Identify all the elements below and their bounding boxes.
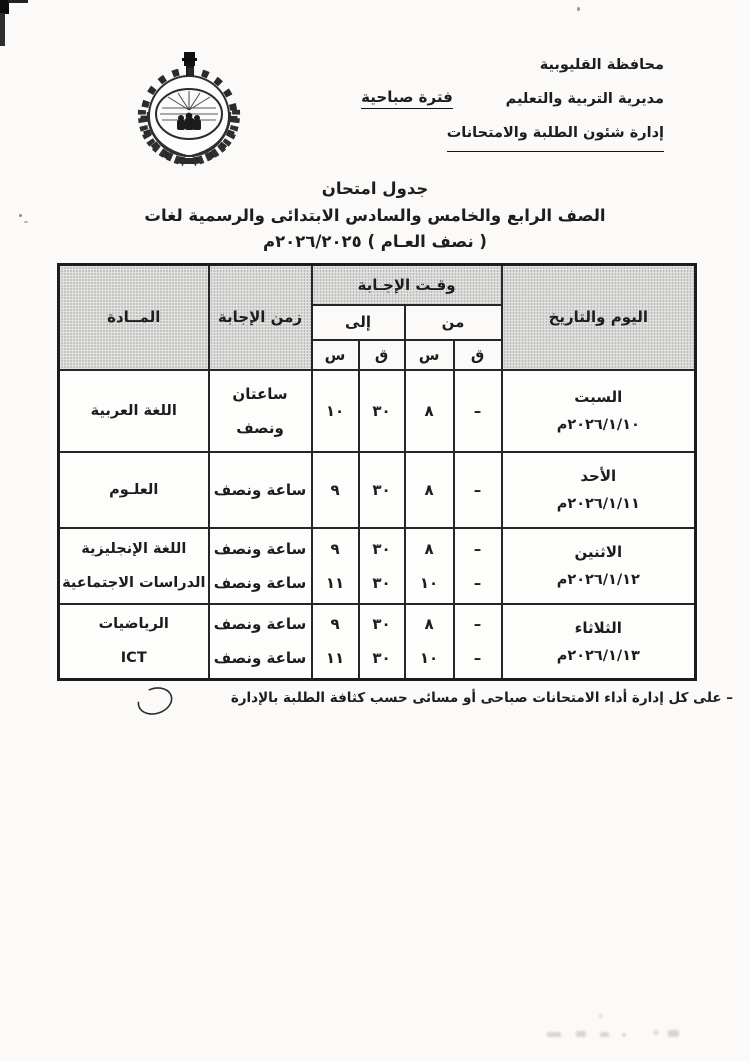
cell-to-hours — [312, 370, 359, 452]
cell-to-hours — [312, 452, 359, 528]
cell-to-hours-value: ١٠ — [325, 401, 345, 420]
cell-to-minutes-value: ٣٠ — [372, 480, 391, 499]
day-date: ٢٠٢٦/١/١٣م — [556, 647, 640, 664]
cell-from-hours — [405, 528, 454, 604]
schedule-row — [59, 370, 696, 452]
cell-day-date — [502, 452, 696, 528]
cell-subject — [59, 370, 209, 452]
day-date: ٢٠٢٦/١/١٢م — [556, 572, 640, 588]
schedule-row — [59, 604, 696, 680]
scan-smudge — [547, 1032, 561, 1037]
schedule-row — [59, 528, 696, 604]
cell-to-hours-value: ٩ — [330, 615, 340, 634]
day-name: الأحد — [580, 467, 617, 485]
cell-from-hours — [405, 452, 454, 528]
cell-from-hours-value: ١٠ — [419, 649, 439, 668]
cell-day-date — [502, 604, 696, 680]
scan-smudge — [654, 1030, 658, 1035]
col-header-answer-time: وقـت الإجـابة — [312, 265, 502, 305]
cell-subject-value: اللغة الإنجليزية — [81, 540, 187, 557]
cell-to-hours — [312, 604, 359, 680]
scan-smudge — [576, 1031, 586, 1037]
cell-subject — [59, 452, 209, 528]
cell-from-hours-value: ٨ — [424, 480, 434, 499]
cell-day-date — [502, 528, 696, 604]
pen-circle-mark — [133, 684, 179, 722]
scan-artifact-top-edge — [8, 0, 28, 3]
cell-to-minutes-value: ٣٠ — [372, 573, 391, 592]
period-label-wrap — [352, 88, 462, 109]
cell-from-minutes-value: – — [473, 615, 482, 634]
schedule-header — [59, 265, 696, 370]
col-header-duration: زمن الإجابة — [209, 265, 312, 370]
cell-duration — [209, 528, 312, 604]
cell-subject-value: الدراسات الاجتماعية — [62, 574, 206, 591]
cell-to-minutes — [359, 452, 405, 528]
day-date: ٢٠٢٦/١/١٠م — [556, 417, 640, 433]
col-header-to-minutes: ق — [359, 340, 405, 370]
cell-from-minutes-value: – — [473, 573, 482, 592]
exam-title-line1: جدول امتحان — [321, 179, 429, 198]
governorate-line: محافظة القليوبية — [539, 57, 664, 73]
cell-to-hours-value: ٩ — [330, 539, 340, 558]
directorate-line: مديرية التربية والتعليم — [505, 91, 664, 107]
day-name: الثلاثاء — [574, 618, 622, 637]
cell-to-minutes-value: ٣٠ — [372, 539, 391, 558]
cell-to-minutes — [359, 370, 405, 452]
cell-from-hours-value: ١٠ — [419, 573, 439, 592]
scan-smudge — [622, 1033, 626, 1037]
col-header-to-hours: س — [312, 340, 359, 370]
col-header-from-hours: س — [405, 340, 454, 370]
cell-duration-value: ساعة ونصف — [213, 615, 307, 634]
cell-to-hours-value: ١١ — [325, 573, 345, 592]
cell-to-minutes — [359, 604, 405, 680]
cell-from-minutes-value: – — [473, 649, 482, 668]
cell-to-hours-value: ١١ — [325, 649, 345, 668]
cell-to-minutes-value: ٣٠ — [372, 615, 391, 634]
cell-to-minutes-value: ٣٠ — [372, 649, 391, 668]
cell-duration — [209, 370, 312, 452]
cell-from-minutes-value: – — [473, 539, 482, 558]
org-header-block — [447, 48, 664, 152]
cell-subject-value: العلـوم — [109, 481, 159, 498]
exam-title-block — [10, 176, 740, 256]
cell-duration-value: ساعة ونصف — [213, 649, 307, 668]
footer-note: – على كل إدارة أداء الامتحانات صباحى أو مسائى حسب كثافة الطلبة بالإدارة — [230, 690, 733, 706]
day-date: ٢٠٢٦/١/١١م — [556, 496, 640, 512]
cell-from-minutes — [454, 528, 502, 604]
cell-to-minutes — [359, 528, 405, 604]
cell-duration-value: ساعة ونصف — [213, 539, 307, 558]
col-header-from-minutes: ق — [454, 340, 502, 370]
cell-from-hours — [405, 604, 454, 680]
exam-title-line3: ( نصف العـام ) ٢٠٢٦/٢٠٢٥م — [263, 232, 487, 251]
cell-subject — [59, 604, 209, 680]
col-header-subject: المــادة — [59, 265, 209, 370]
cell-from-minutes — [454, 604, 502, 680]
scan-smudge — [668, 1030, 679, 1037]
cell-to-hours-value: ٩ — [330, 480, 340, 499]
scan-speck — [577, 7, 580, 11]
cell-duration-value: ساعتان ونصف — [232, 384, 288, 437]
cell-subject — [59, 528, 209, 604]
cell-subject-value: الرياضيات — [98, 616, 169, 633]
ministry-emblem-graphic — [128, 52, 250, 168]
cell-from-minutes-value: – — [473, 401, 482, 420]
day-name: الاثنين — [574, 543, 623, 561]
exam-schedule-table — [57, 263, 697, 681]
ministry-education-logo — [128, 52, 250, 168]
cell-day-date — [502, 370, 696, 452]
cell-from-hours-value: ٨ — [424, 539, 434, 558]
day-name: السبت — [574, 388, 623, 406]
cell-to-hours — [312, 528, 359, 604]
col-header-day-date: اليوم والتاريخ — [502, 265, 696, 370]
department-line: إدارة شئون الطلبة والامتحانات — [447, 116, 664, 152]
cell-duration — [209, 604, 312, 680]
col-header-to: إلى — [312, 305, 405, 340]
period-label: فترة صباحية — [361, 88, 453, 109]
cell-from-minutes — [454, 370, 502, 452]
cell-from-minutes-value: – — [473, 480, 482, 499]
scan-smudge — [599, 1014, 602, 1018]
cell-from-minutes — [454, 452, 502, 528]
cell-subject-value: اللغة العربية — [90, 402, 177, 419]
cell-to-minutes-value: ٣٠ — [372, 401, 391, 420]
cell-duration-value: ساعة ونصف — [213, 480, 307, 499]
col-header-from: من — [405, 305, 502, 340]
cell-from-hours — [405, 370, 454, 452]
cell-duration — [209, 452, 312, 528]
schedule-rows — [59, 370, 696, 680]
cell-duration-value: ساعة ونصف — [213, 573, 307, 592]
scan-smudge — [600, 1032, 609, 1037]
cell-from-hours-value: ٨ — [424, 615, 434, 634]
schedule-row — [59, 452, 696, 528]
scan-artifact-strip — [0, 13, 5, 46]
cell-subject-value: ICT — [120, 650, 147, 667]
cell-from-hours-value: ٨ — [424, 401, 434, 420]
exam-title-line2: الصف الرابع والخامس والسادس الابتدائى والرسمية لغات — [144, 205, 606, 225]
